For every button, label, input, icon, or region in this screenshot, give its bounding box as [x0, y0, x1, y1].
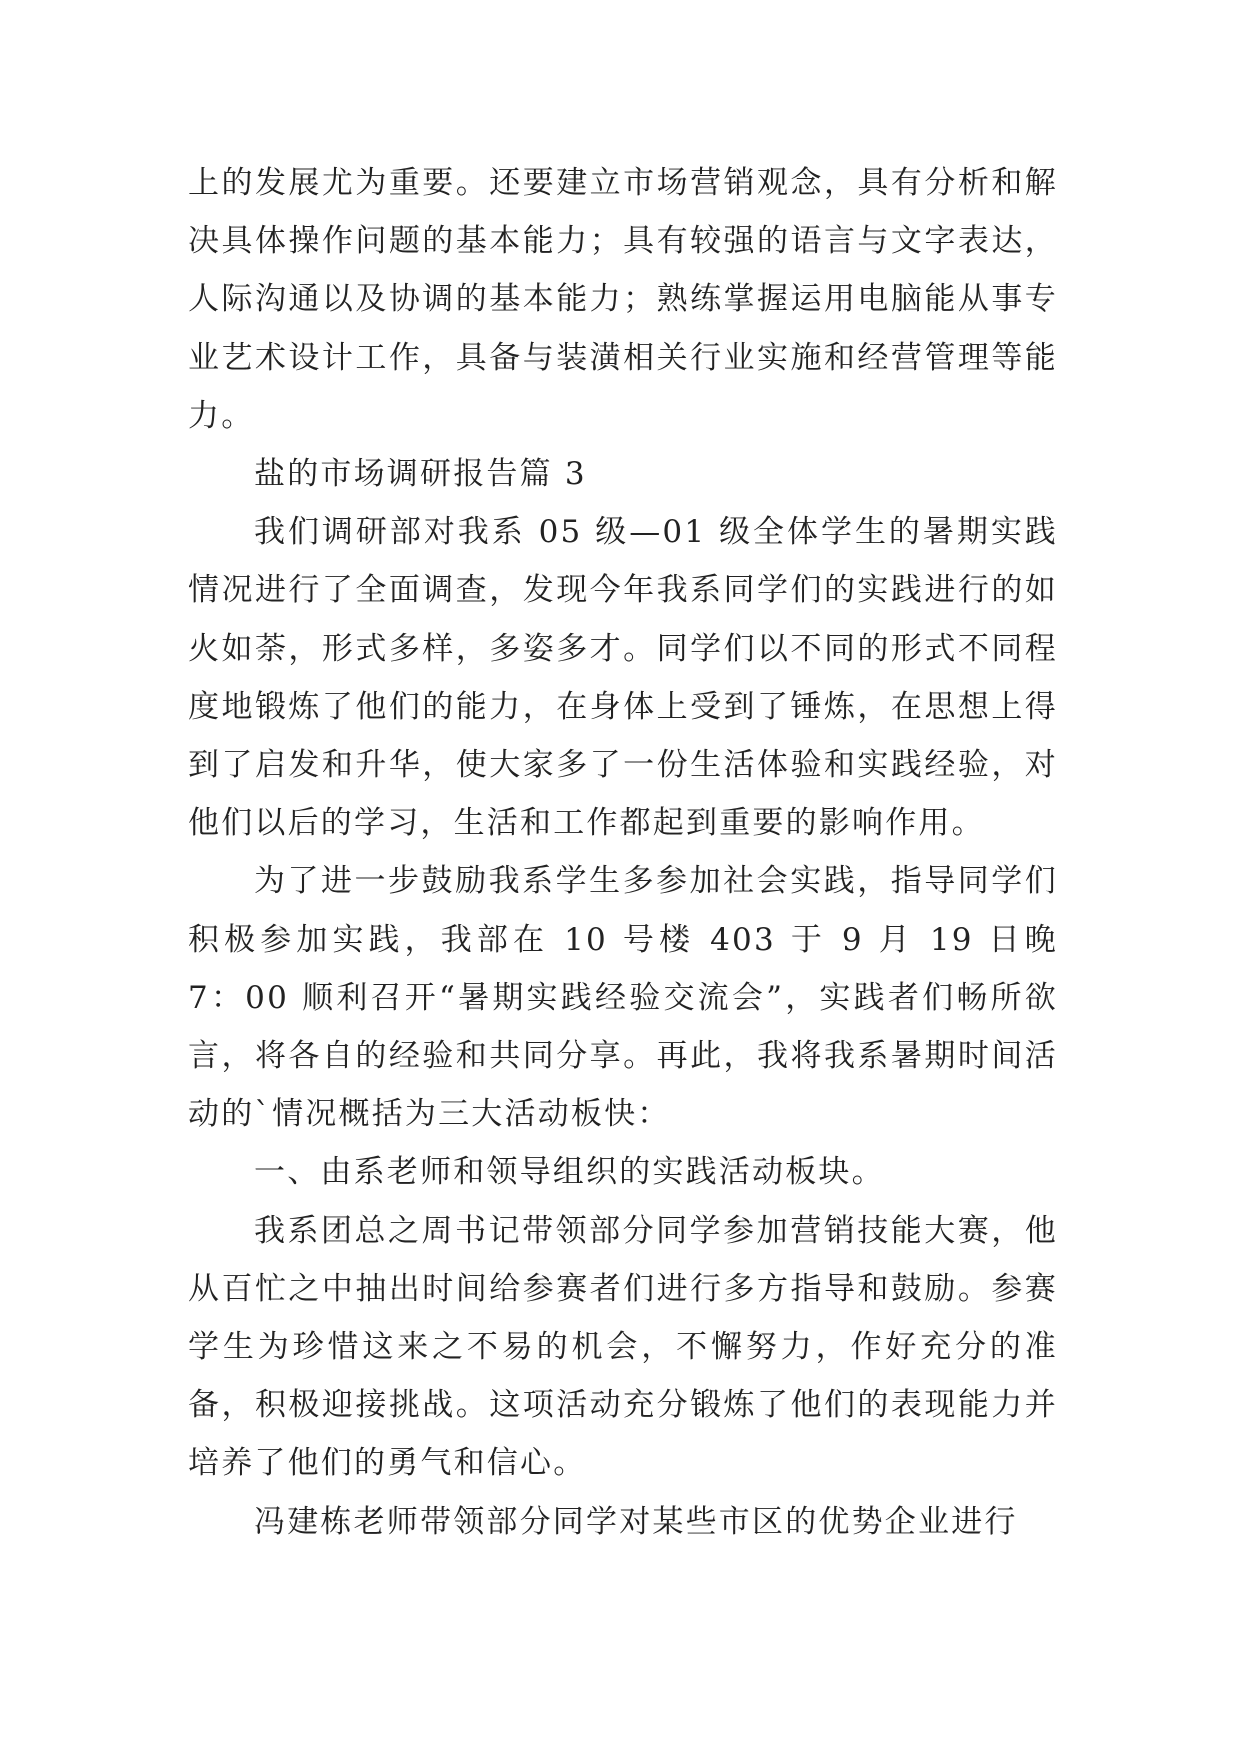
paragraph-enterprise-visit: 冯建栋老师带领部分同学对某些市区的优势企业进行 [254, 1503, 1018, 1540]
paragraph-section-one-title: 一、由系老师和领导组织的实践活动板块。 [254, 1154, 885, 1191]
paragraph-continuation: 上的发展尤为重要。还要建立市场营销观念，具有分析和解决具体操作问题的基本能力；具有较强的语言与文字表达，人际沟通以及协调的基本能力；熟练掌握运用电脑能从事专业艺术设计工作，具备与装潢相关行业实施和经营管理等能力。 [188, 165, 1058, 434]
paragraph-exchange-meeting: 为了进一步鼓励我系学生多参加社会实践，指导同学们积极参加实践，我部在 10 号楼 403 于 9 月 19 日晚 7：00 顺利召开“暑期实践经验交流会”，实践者们畅所欲言，将各自的经验和共同分享。再此，我将我系暑期时间活动的`情况概括为三大活动板快： [188, 863, 1058, 1133]
paragraph-survey-intro: 我们调研部对我系 05 级—01 级全体学生的暑期实践情况进行了全面调查，发现今年我系同学们的实践进行的如火如荼，形式多样，多姿多才。同学们以不同的形式不同程度地锻炼了他们的能力，在身体上受到了锤炼，在思想上得到了启发和升华，使大家多了一份生活体验和实践经验，对他们以后的学习，生活和工作都起到重要的影响作用。 [188, 514, 1058, 842]
section-heading: 盐的市场调研报告篇 3 [254, 456, 587, 493]
body-text [188, 154, 1058, 1551]
paragraph-marketing-contest: 我系团总之周书记带领部分同学参加营销技能大赛，他从百忙之中抽出时间给参赛者们进行多方指导和鼓励。参赛学生为珍惜这来之不易的机会，不懈努力，作好充分的准备，积极迎接挑战。这项活动充分锻炼了他们的表现能力并培养了他们的勇气和信心。 [188, 1212, 1058, 1482]
